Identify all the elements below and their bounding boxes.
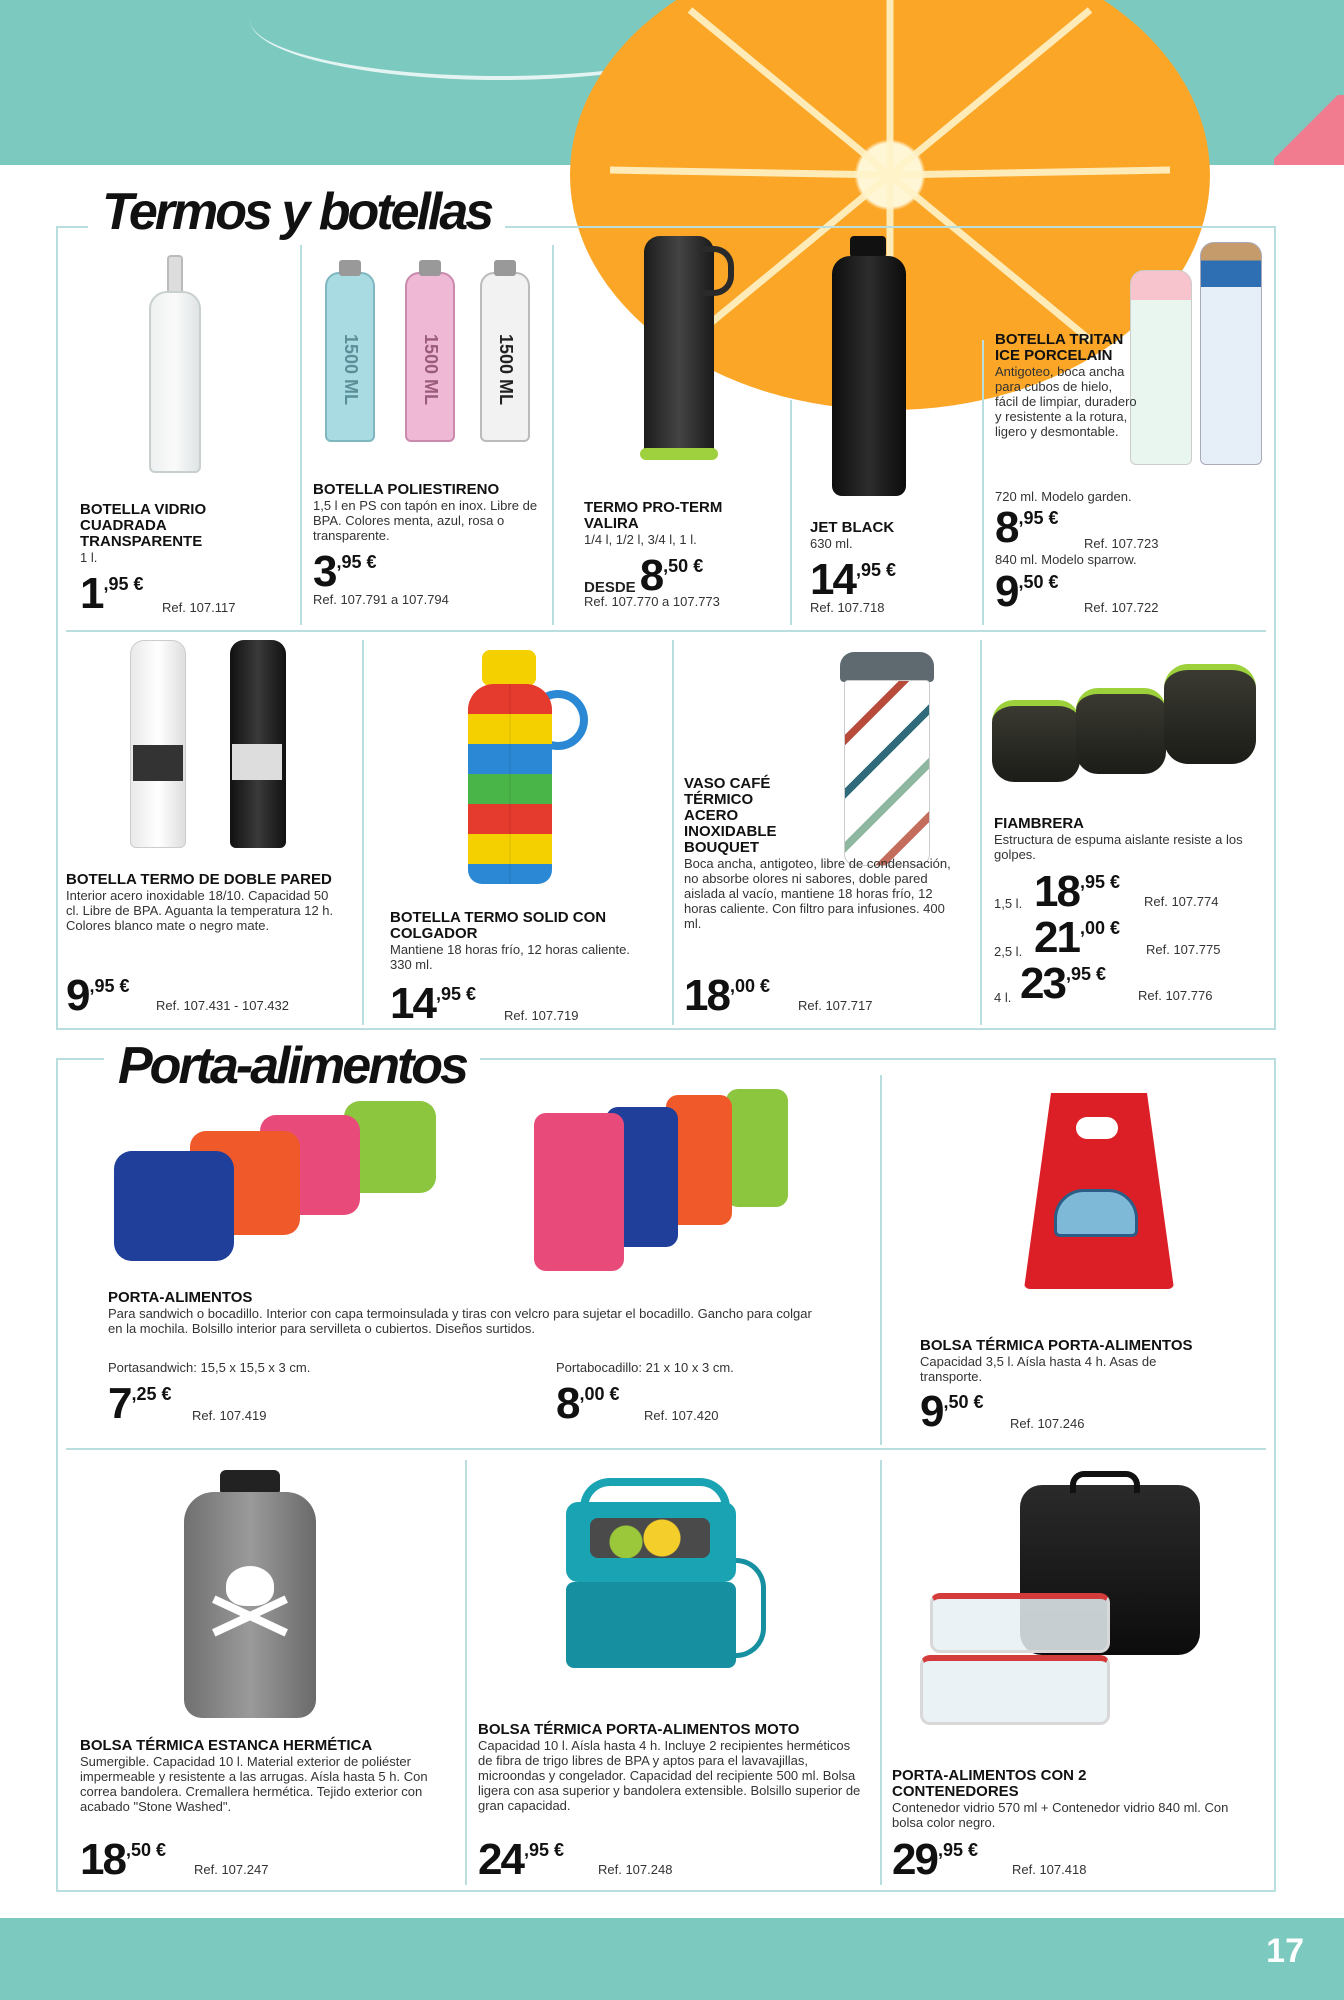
product-double-wall-bottle (66, 872, 336, 933)
price (892, 1835, 978, 1884)
product-description: Contenedor vidrio 570 ml + Contenedor vidrio 840 ml. Con bolsa color negro. (892, 1800, 1229, 1830)
size-label: 4 l. (994, 990, 1012, 1005)
product-name: PORTA-ALIMENTOS CON 2 CONTENEDORES (892, 1767, 1087, 1800)
price-decimal: ,25 € (131, 1384, 172, 1404)
price-portabocadillo (556, 1379, 620, 1428)
price (80, 569, 144, 618)
product-name: BOLSA TÉRMICA PORTA-ALIMENTOS MOTO (478, 1721, 800, 1738)
price-decimal: ,95 € (336, 552, 377, 572)
product-ref: Ref. 107.775 (1146, 942, 1221, 957)
product-description: Capacidad 3,5 l. Aísla hasta 4 h. Asas de transporte. (920, 1354, 1157, 1384)
price-decimal: ,95 € (1065, 964, 1106, 984)
divider (790, 400, 792, 625)
bottle-label: 1500 ML (496, 334, 516, 406)
product-ref: Ref. 107.770 a 107.773 (584, 594, 720, 609)
tritan-garden-bottle-image (1130, 270, 1192, 465)
price-decimal: ,95 € (523, 1840, 564, 1860)
product-description: Mantiene 18 horas frío, 12 horas caliente. 330 ml. (390, 942, 630, 972)
divider (465, 1460, 467, 1885)
product-description: Sumergible. Capacidad 10 l. Material exterior de poliéster impermeable y resistente a las arrugas. Aísla hasta 5 h. Con correa bandolera. Cremallera hermética. Tejido exterior con acabado "Stone Washed". (80, 1754, 428, 1814)
variant-label: Portabocadillo: 21 x 10 x 3 cm. (556, 1360, 734, 1375)
price-pro-term-thermos (584, 551, 704, 600)
product-description: Estructura de espuma aislante resiste a los golpes. (994, 832, 1243, 862)
price-decimal: ,50 € (125, 1840, 166, 1860)
price-portasandwich (108, 1379, 172, 1428)
product-name: JET BLACK (810, 519, 895, 536)
product-name: BOTELLA POLIESTIRENO (313, 481, 500, 498)
price-solid-bottle (390, 979, 476, 1028)
product-pro-term-thermos (584, 500, 774, 547)
product-moto-bag (478, 1722, 868, 1813)
page-number: 17 (1266, 1932, 1304, 1970)
product-name: BOTELLA TERMO DE DOBLE PARED (66, 871, 332, 888)
price-fiambrera-2-5 (1034, 913, 1120, 962)
product-ref: Ref. 107.719 (504, 1008, 579, 1023)
price-integer: 9 (66, 971, 89, 1020)
price-fiambrera-4 (1020, 959, 1106, 1008)
variant-label: 840 ml. Modelo sparrow. (995, 552, 1137, 567)
price (920, 1387, 984, 1436)
price (995, 567, 1059, 616)
product-description: Capacidad 10 l. Aísla hasta 4 h. Incluye 2 recipientes herméticos de fibra de trigo libres de BPA y aptos para el lavavajillas, microondas y congelador. Capacidad del recipiente 500 ml. Bolsa ligera con asa superior y bandolera extensible. Bolsillo superior de gran capacidad. (478, 1738, 861, 1813)
product-ref: Ref. 107.723 (1084, 536, 1159, 551)
pink-bottle-image (405, 272, 455, 442)
white-thermo-bottle-image (130, 640, 186, 848)
price-integer: 7 (108, 1379, 131, 1428)
price-decimal: ,95 € (937, 1840, 978, 1860)
product-ref: Ref. 107.420 (644, 1408, 719, 1423)
price (1034, 867, 1120, 916)
product-ref: Ref. 107.418 (1012, 1862, 1087, 1877)
price (995, 503, 1059, 552)
product-polystyrene-bottle (313, 482, 543, 543)
product-name: FIAMBRERA (994, 815, 1084, 832)
product-name: VASO CAFÉ TÉRMICO ACERO INOXIDABLE BOUQUET (684, 775, 777, 856)
product-description: 1 l. (80, 550, 98, 565)
divider (552, 245, 554, 625)
price-integer: 8 (995, 503, 1018, 552)
product-name: BOTELLA TERMO SOLID CON COLGADOR (390, 909, 607, 942)
product-description: Para sandwich o bocadillo. Interior con capa termoinsulada y tiras con velcro para sujetar el bocadillo. Gancho para colgar en la mochila. Bolsillo interior para servilleta o cubiertos. Diseños surtidos. (108, 1306, 812, 1336)
price-glass-bottle (80, 569, 144, 618)
price (556, 1379, 620, 1428)
price-polystyrene-bottle (313, 547, 377, 596)
price-integer: 8 (556, 1379, 579, 1428)
product-porta-alimentos (108, 1290, 828, 1336)
price-decimal: ,00 € (579, 1384, 620, 1404)
price-jet-black (810, 555, 896, 604)
divider (982, 340, 984, 625)
divider (880, 1460, 882, 1885)
product-jet-black (810, 520, 970, 551)
price-decimal: ,95 € (435, 984, 476, 1004)
price-integer: 18 (1034, 867, 1079, 916)
price-bouquet-cup (684, 971, 770, 1020)
bottom-banner (0, 1918, 1344, 2000)
product-description: 1,5 l en PS con tapón en inox. Libre de BPA. Colores menta, azul, rosa o transparente. (313, 498, 538, 543)
jet-black-bottle-image (830, 236, 910, 502)
clear-bottle-image (480, 272, 530, 442)
price-decimal: ,95 € (855, 560, 896, 580)
price-decimal: ,95 € (1079, 872, 1120, 892)
price-integer: 3 (313, 547, 336, 596)
price-double-wall-bottle (66, 971, 130, 1020)
bottle-label: 1500 ML (341, 334, 361, 406)
price-fiambrera-1-5 (1034, 867, 1120, 916)
product-ref: Ref. 107.722 (1084, 600, 1159, 615)
price (1034, 913, 1120, 962)
price (478, 1835, 564, 1884)
price-decimal: ,95 € (103, 574, 144, 594)
bottle-label: 1500 ML (421, 334, 441, 406)
product-description: 1/4 l, 1/2 l, 3/4 l, 1 l. (584, 532, 697, 547)
divider (300, 245, 302, 625)
product-ref: Ref. 107.248 (598, 1862, 673, 1877)
product-fiambrera (994, 816, 1268, 862)
product-name: TERMO PRO-TERM VALIRA (584, 499, 723, 532)
price-moto-bag (478, 1835, 564, 1884)
price-integer: 18 (684, 971, 729, 1020)
product-ref: Ref. 107.247 (194, 1862, 269, 1877)
product-description: Antigoteo, boca ancha para cubos de hielo, fácil de limpiar, duradero y resistente a la rotura, ligero y desmontable. (995, 364, 1137, 439)
solid-bottle-image (462, 650, 592, 890)
product-bouquet-cup (684, 776, 954, 931)
price (390, 979, 476, 1028)
divider (66, 1448, 1266, 1450)
product-ref: Ref. 107.718 (810, 600, 885, 615)
price-integer: 9 (995, 567, 1018, 616)
price-tritan-sparrow (995, 567, 1059, 616)
price-integer: 29 (892, 1835, 937, 1884)
price-decimal: ,50 € (1018, 572, 1059, 592)
variant-label: 720 ml. Modelo garden. (995, 489, 1132, 504)
food-jars-image (990, 660, 1260, 790)
product-ref: Ref. 107.791 a 107.794 (313, 592, 449, 607)
product-containers (892, 1768, 1262, 1830)
size-label: 1,5 l. (994, 896, 1023, 911)
price-decimal: ,95 € (1018, 508, 1059, 528)
price-integer: 14 (810, 555, 855, 604)
price (639, 551, 704, 600)
product-name: BOLSA TÉRMICA PORTA-ALIMENTOS (920, 1337, 1193, 1354)
price-decimal: ,95 € (89, 976, 130, 996)
price (684, 971, 770, 1020)
divider (980, 640, 982, 1025)
product-description: Interior acero inoxidable 18/10. Capacidad 50 cl. Libre de BPA. Aguanta la temperatura 12 h. Colores blanco mate o negro mate. (66, 888, 334, 933)
product-name: BOLSA TÉRMICA ESTANCA HERMÉTICA (80, 1737, 373, 1754)
price (108, 1379, 172, 1428)
product-dry-bag (80, 1738, 460, 1814)
black-thermo-bottle-image (230, 640, 286, 848)
product-solid-bottle (390, 910, 650, 972)
product-tritan-bottle (995, 332, 1137, 439)
price-decimal: ,50 € (663, 556, 704, 576)
price-dry-bag (80, 1835, 166, 1884)
price (810, 555, 896, 604)
price-tritan-garden (995, 503, 1059, 552)
divider (66, 630, 1266, 632)
product-ref: Ref. 107.117 (162, 600, 236, 615)
price-integer: 8 (639, 551, 663, 600)
price-decimal: ,50 € (943, 1392, 984, 1412)
section-title-lunch: Porta-alimentos (104, 1036, 480, 1096)
price-red-thermal-bag (920, 1387, 984, 1436)
glass-bottle-image (145, 255, 205, 475)
price-integer: 23 (1020, 959, 1065, 1008)
divider (672, 640, 674, 1025)
product-description: 630 ml. (810, 536, 853, 551)
product-ref: Ref. 107.419 (192, 1408, 267, 1423)
product-ref: Ref. 107.774 (1144, 894, 1219, 909)
divider (362, 640, 364, 1025)
price-containers (892, 1835, 978, 1884)
price-integer: 24 (478, 1835, 523, 1884)
bocadillo-pouches-image (530, 1085, 810, 1275)
section-title-thermos: Termos y botellas (88, 182, 505, 242)
product-ref: Ref. 107.776 (1138, 988, 1213, 1003)
price-integer: 14 (390, 979, 435, 1028)
product-ref: Ref. 107.717 (798, 998, 873, 1013)
red-thermal-bag-image (1020, 1093, 1180, 1293)
price (80, 1835, 166, 1884)
price (313, 547, 377, 596)
price-decimal: ,00 € (1079, 918, 1120, 938)
price-integer: 1 (80, 569, 103, 618)
price-integer: 18 (80, 1835, 125, 1884)
variant-label: Portasandwich: 15,5 x 15,5 x 3 cm. (108, 1360, 311, 1375)
price-integer: 21 (1034, 913, 1079, 962)
mint-bottle-image (325, 272, 375, 442)
moto-thermal-bag-image (560, 1478, 770, 1678)
containers-with-bag-image (920, 1475, 1240, 1745)
price-decimal: ,00 € (729, 976, 770, 996)
price (1020, 959, 1106, 1008)
product-name: BOTELLA VIDRIO CUADRADA TRANSPARENTE (80, 501, 207, 550)
product-glass-bottle (80, 502, 250, 565)
product-ref: Ref. 107.431 - 107.432 (156, 998, 289, 1013)
dry-bag-image (180, 1470, 320, 1720)
product-ref: Ref. 107.246 (1010, 1416, 1085, 1431)
price (66, 971, 130, 1020)
product-name: BOTELLA TRITAN ICE PORCELAIN (995, 331, 1124, 364)
product-description: Boca ancha, antigoteo, libre de condensación, no absorbe olores ni sabores, doble pared aislada al vacío, mantiene 18 horas frío, 12 horas caliente. Con filtro para infusiones. 400 ml. (684, 856, 951, 931)
divider (880, 1075, 882, 1445)
product-name: PORTA-ALIMENTOS (108, 1289, 253, 1306)
price-integer: 9 (920, 1387, 943, 1436)
decorative-pink-corner (1274, 95, 1344, 165)
sandwich-pouches-image (100, 1095, 440, 1265)
tritan-sparrow-bottle-image (1200, 242, 1262, 465)
thermos-image (640, 236, 740, 466)
size-label: 2,5 l. (994, 944, 1023, 959)
product-red-thermal-bag (920, 1338, 1250, 1384)
price-prefix: DESDE (584, 579, 636, 596)
